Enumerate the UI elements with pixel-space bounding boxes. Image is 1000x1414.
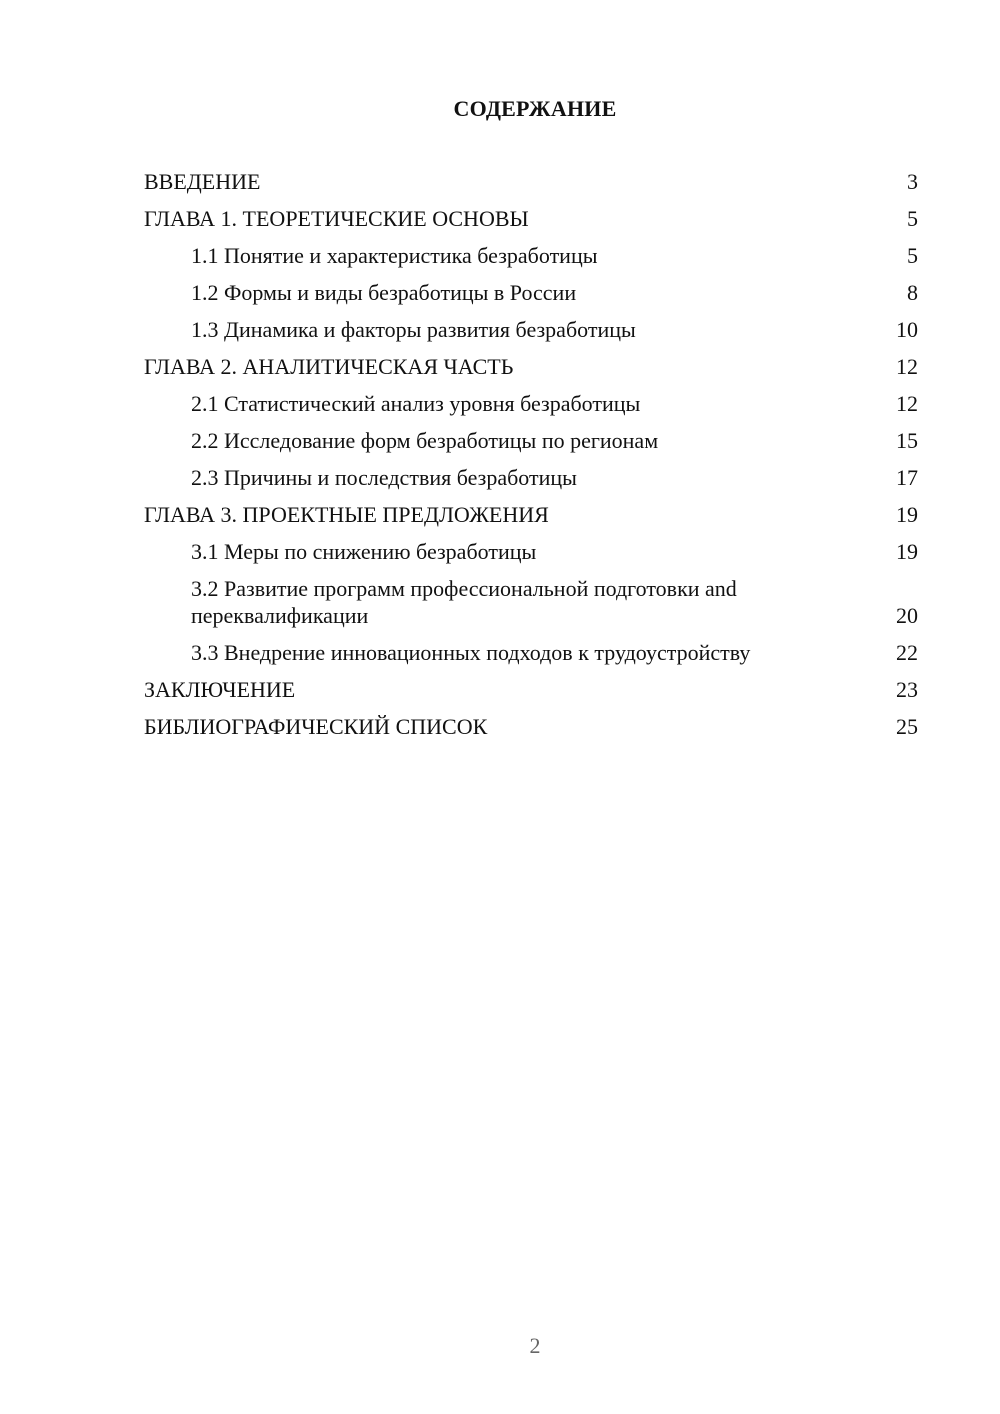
toc-entry-label: ЗАКЛЮЧЕНИЕ xyxy=(144,677,296,702)
toc-entry-label: 3.1 Меры по снижению безработицы xyxy=(191,539,537,564)
toc-entry-section-3-1[interactable] xyxy=(144,538,918,565)
toc-entry-label: БИБЛИОГРАФИЧЕСКИЙ СПИСОК xyxy=(144,714,488,739)
toc-entry-section-3-2[interactable] xyxy=(144,575,918,629)
toc-entry-label: ГЛАВА 2. АНАЛИТИЧЕСКАЯ ЧАСТЬ xyxy=(144,354,514,379)
page-number: 2 xyxy=(529,1333,541,1358)
page-title: СОДЕРЖАНИЕ xyxy=(453,96,617,121)
table-of-contents xyxy=(144,168,918,750)
toc-entry-page: 19 xyxy=(896,502,918,527)
toc-entry-page: 22 xyxy=(896,640,918,665)
toc-entry-page: 25 xyxy=(896,714,918,739)
toc-entry-page: 5 xyxy=(907,243,918,268)
toc-entry-label: 3.2 Развитие программ профессиональной подготовки and переквалификации xyxy=(191,576,737,628)
toc-entry-page: 12 xyxy=(896,391,918,416)
toc-entry-page: 15 xyxy=(896,428,918,453)
toc-entry-page: 19 xyxy=(896,539,918,564)
toc-entry-page: 3 xyxy=(907,169,918,194)
toc-entry-section-1-3[interactable] xyxy=(144,316,918,343)
toc-entry-section-2-3[interactable] xyxy=(144,464,918,491)
toc-entry-label: ГЛАВА 1. ТЕОРЕТИЧЕСКИЕ ОСНОВЫ xyxy=(144,206,529,231)
toc-entry-label: 2.2 Исследование форм безработицы по регионам xyxy=(191,428,659,453)
toc-entry-label: 1.1 Понятие и характеристика безработицы xyxy=(191,243,598,268)
toc-entry-label: ВВЕДЕНИЕ xyxy=(144,169,261,194)
toc-entry-label: 2.3 Причины и последствия безработицы xyxy=(191,465,577,490)
toc-entry-chapter-3[interactable] xyxy=(144,501,918,528)
toc-entry-chapter-1[interactable] xyxy=(144,205,918,232)
toc-entry-chapter-2[interactable] xyxy=(144,353,918,380)
toc-entry-bibliography[interactable] xyxy=(144,713,918,740)
toc-entry-label: 1.2 Формы и виды безработицы в России xyxy=(191,280,577,305)
toc-entry-page: 10 xyxy=(896,317,918,342)
toc-entry-section-1-2[interactable] xyxy=(144,279,918,306)
toc-entry-introduction[interactable] xyxy=(144,168,918,195)
toc-entry-label: 1.3 Динамика и факторы развития безработицы xyxy=(191,317,636,342)
toc-entry-page: 12 xyxy=(896,354,918,379)
toc-entry-label: 3.3 Внедрение инновационных подходов к трудоустройству xyxy=(191,640,751,665)
toc-entry-page: 20 xyxy=(896,603,918,628)
toc-entry-page: 23 xyxy=(896,677,918,702)
toc-entry-section-2-2[interactable] xyxy=(144,427,918,454)
toc-entry-page: 17 xyxy=(896,465,918,490)
toc-entry-section-1-1[interactable] xyxy=(144,242,918,269)
toc-entry-section-2-1[interactable] xyxy=(144,390,918,417)
toc-entry-page: 8 xyxy=(907,280,918,305)
toc-entry-page: 5 xyxy=(907,206,918,231)
toc-entry-conclusion[interactable] xyxy=(144,676,918,703)
toc-entry-label: ГЛАВА 3. ПРОЕКТНЫЕ ПРЕДЛОЖЕНИЯ xyxy=(144,502,549,527)
toc-entry-label: 2.1 Статистический анализ уровня безработицы xyxy=(191,391,641,416)
toc-entry-section-3-3[interactable] xyxy=(144,639,918,666)
